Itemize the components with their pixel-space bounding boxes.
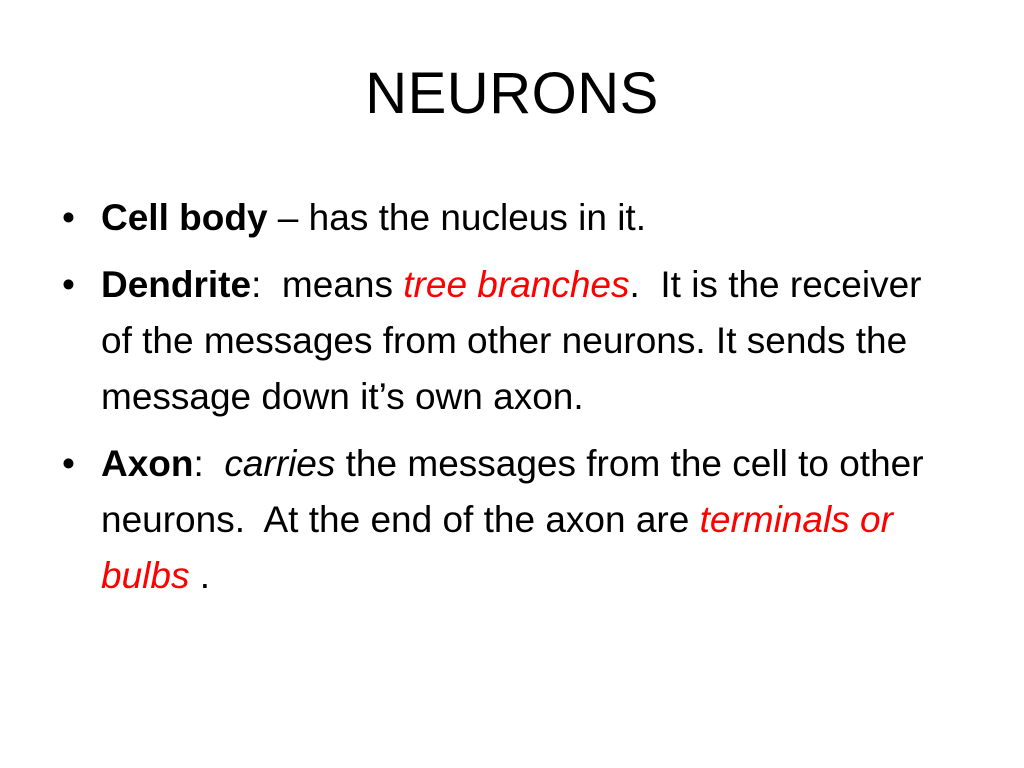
- slide-title: NEURONS: [365, 61, 659, 126]
- definition-dendrite: . It is the receiver of the messages from other neurons. It sends the message down it’s own axon.: [101, 264, 932, 417]
- emphasis-terminals-or-bulbs: terminals or bulbs: [101, 499, 893, 596]
- bullet-axon: [62, 436, 962, 604]
- separator-axon: :: [193, 443, 225, 484]
- term-axon: Axon: [101, 443, 194, 484]
- bullet-list: [62, 190, 962, 615]
- definition-axon-tail: .: [189, 555, 211, 596]
- bullet-dendrite: [62, 257, 962, 425]
- definition-axon: the messages from the cell to other neurons. At the end of the axon are: [101, 443, 934, 540]
- term-dendrite: Dendrite: [101, 264, 252, 305]
- emphasis-tree-branches: tree branches: [403, 264, 630, 305]
- bullet-dot-icon: •: [62, 197, 75, 238]
- separator-dendrite: : means: [251, 264, 404, 305]
- bullet-dot-icon: •: [62, 264, 75, 305]
- term-cell-body: Cell body: [101, 197, 268, 238]
- emphasis-carries: carries: [224, 443, 336, 484]
- bullet-cell-body: [62, 190, 962, 246]
- bullet-dot-icon: •: [62, 443, 75, 484]
- definition-cell-body: – has the nucleus in it.: [267, 197, 646, 238]
